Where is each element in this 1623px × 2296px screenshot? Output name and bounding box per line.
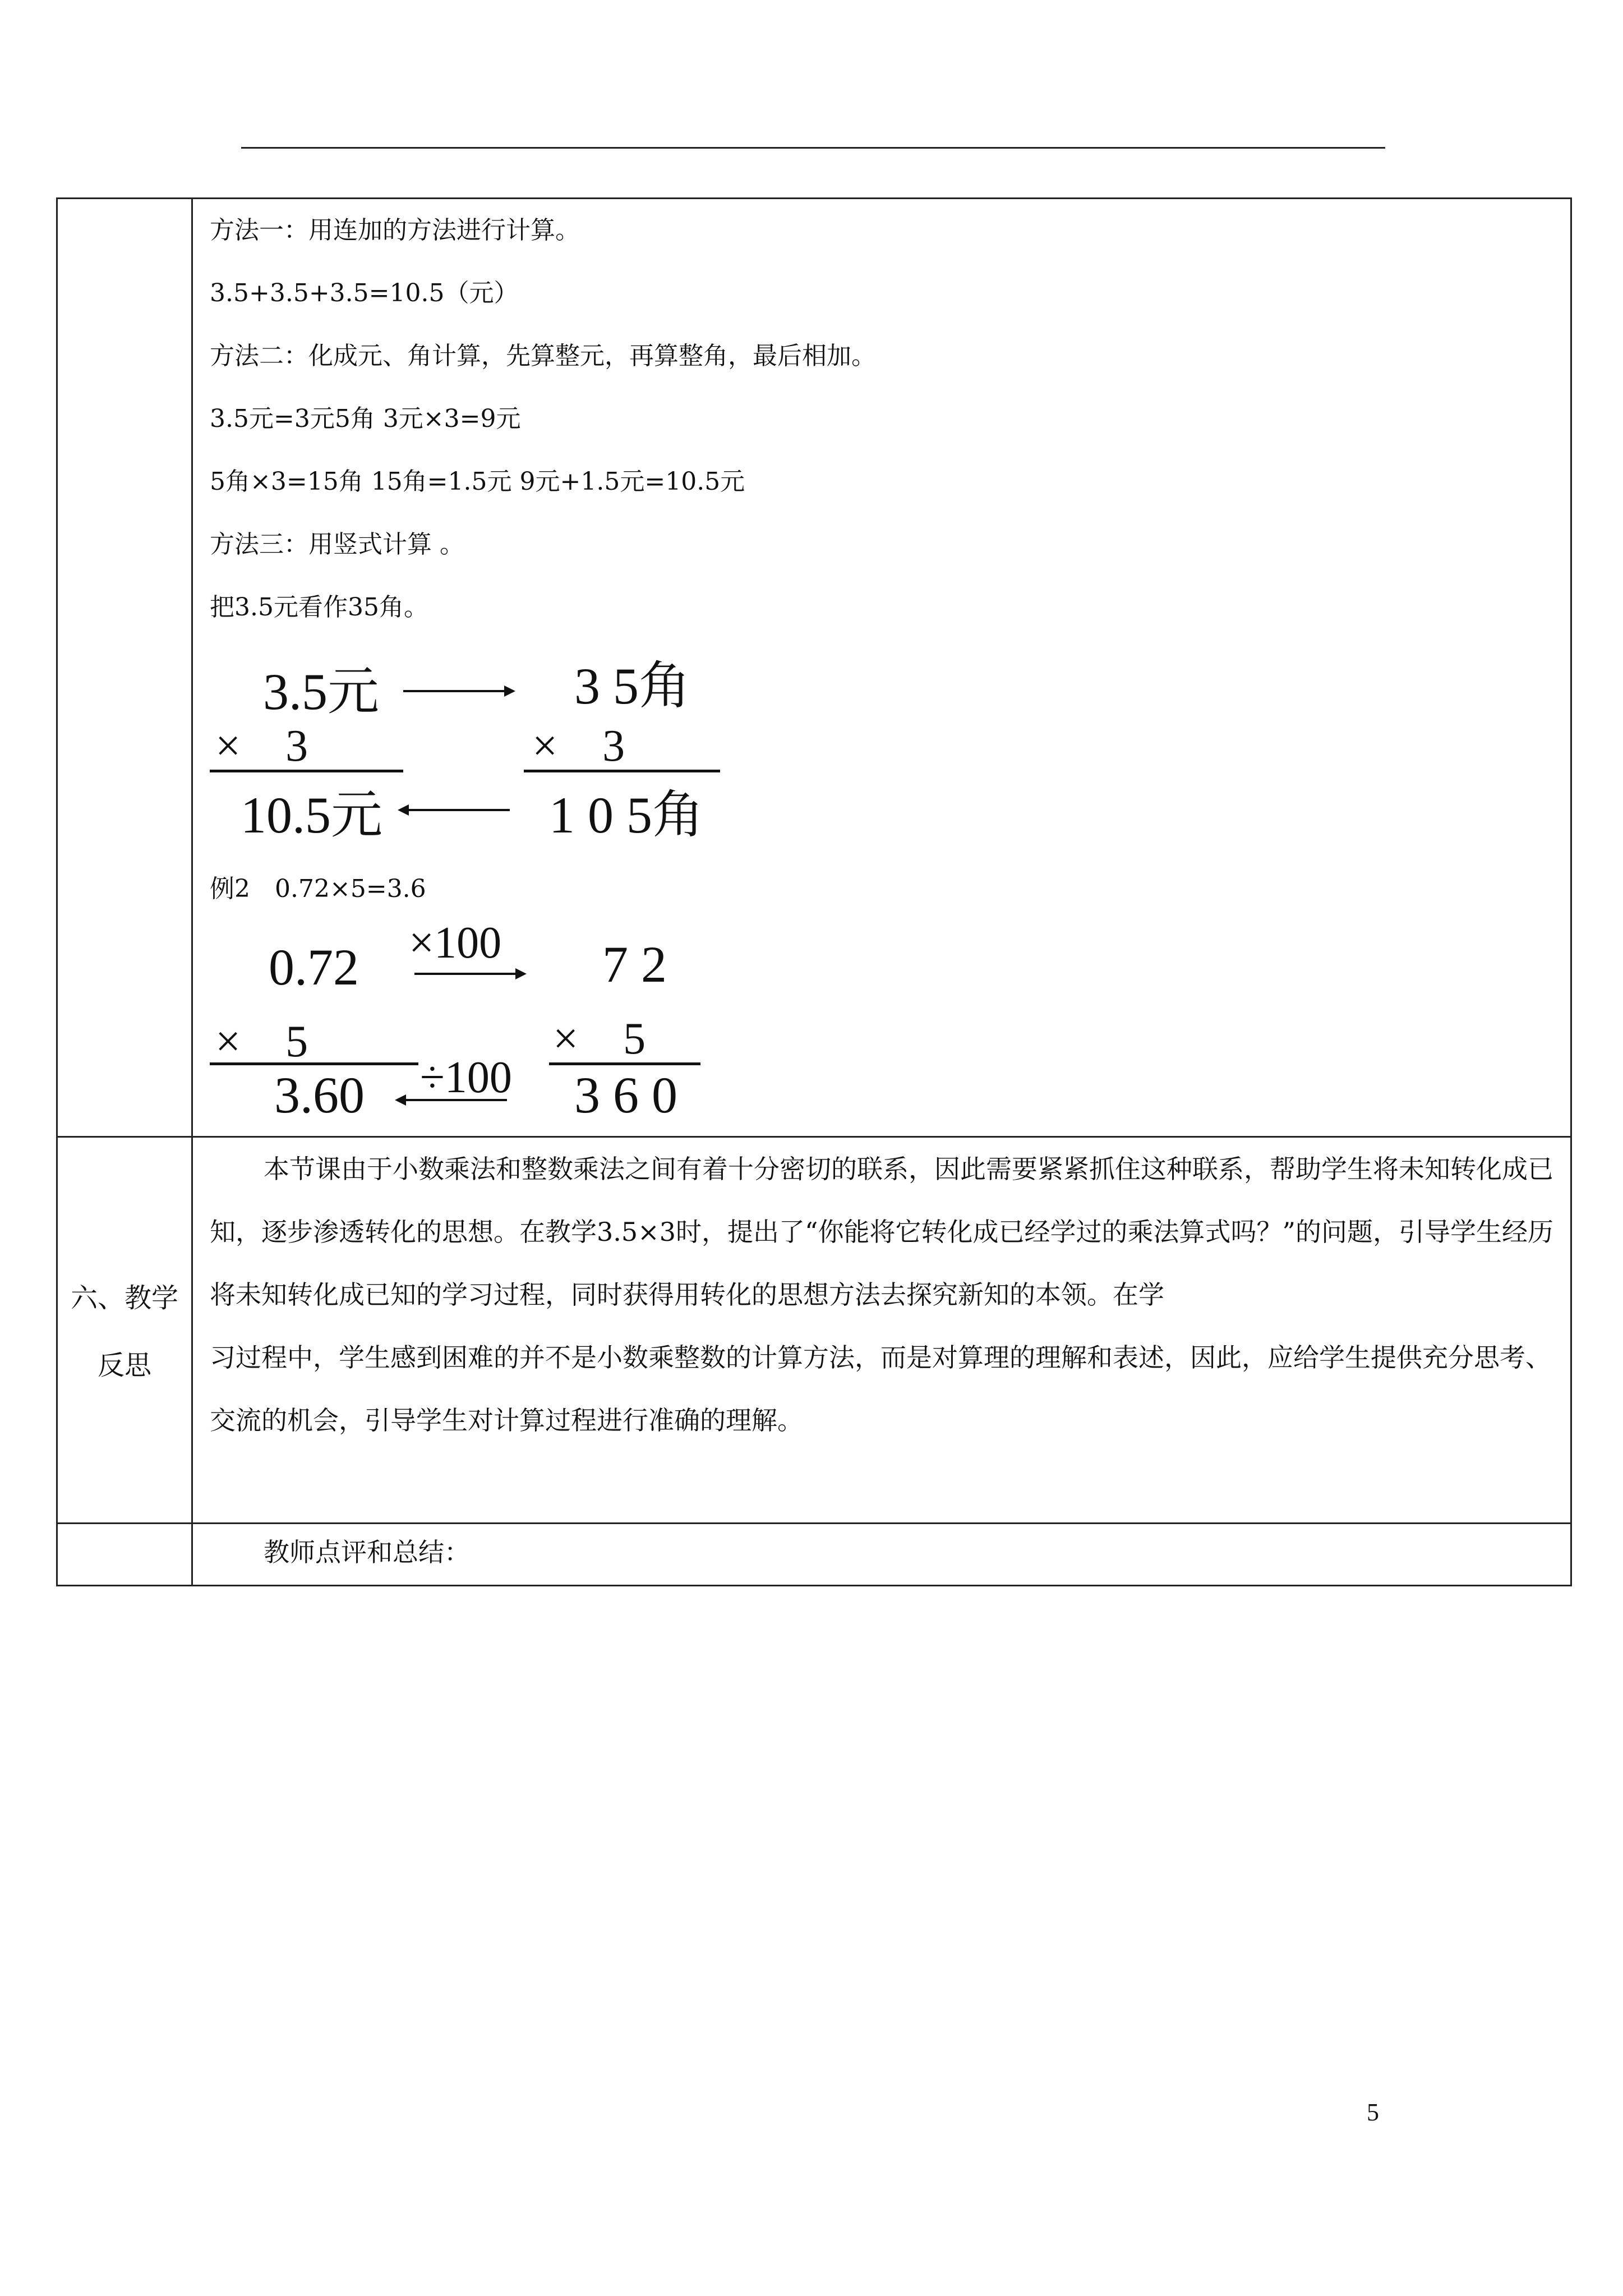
reflection-paragraph-1: 本节课由于小数乘法和整数乘法之间有着十分密切的联系，因此需要紧紧抓住这种联系，帮助学生将未知转化成已知，逐步渗透转化的思想。在教学3.5×3时，提出了“你能将它转化成已经学过的乘法算式吗？”的问题，引导学生经历将未知转化成已知的学习过程，同时获得用转化的思想方法去探究新知的本领。在学 [210,1154,1553,1310]
left-arrow-icon [395,1092,507,1108]
calc2-arrow-top-label: ×100 [409,918,502,968]
header-rule [241,147,1385,149]
reflection-label-line-2: 反思 [97,1349,151,1381]
calc1-rule-left [210,770,403,772]
vertical-calc-decimal [210,918,1570,1124]
vertical-calc-yuan-jiao [210,639,1570,858]
method-two-calc-1: 3.5元=3元5角 3元×3=9元 [210,404,521,433]
method-two-calc-2: 5角×3=15角 15角=1.5元 9元+1.5元=10.5元 [210,467,745,496]
calc2-result-left: 3.60 [274,1066,365,1124]
calc1-mul-left: × 3 [215,721,308,771]
calc2-mul-left: × 5 [215,1017,308,1066]
left-arrow-icon [398,802,510,818]
reflection-paragraph-2: 习过程中，学生感到困难的并不是小数乘整数的计算方法，而是对算理的理解和表述，因此，应给学生提供充分思考、交流的机会，引导学生对计算过程进行准确的理解。 [210,1342,1551,1435]
teacher-comment-row [57,1524,1571,1586]
methods-content-cell [192,199,1571,1137]
method-three-note: 把3.5元看作35角。 [210,593,428,622]
right-arrow-icon [403,683,515,700]
method-one-calc: 3.5+3.5+3.5=10.5（元） [210,279,519,307]
calc2-top-left: 0.72 [269,938,359,996]
reflection-label-line-1: 六、教学 [70,1282,178,1314]
lesson-table [56,197,1572,1586]
calc1-top-right: 3 5角 [574,657,691,715]
calc2-top-right: 7 2 [602,936,667,993]
reflection-label [58,1262,191,1399]
calc1-result-left: 10.5元 [241,786,383,844]
calc2-arrow-bottom-label: ÷100 [420,1053,512,1102]
teacher-comment: 教师点评和总结： [264,1537,470,1567]
reflection-row [57,1137,1571,1524]
reflection-content-cell [192,1137,1571,1524]
calc2-result-right: 3 6 0 [574,1066,677,1124]
calc1-result-right: 1 0 5角 [549,786,704,844]
calc1-mul-right: × 3 [532,721,625,771]
page-number: 5 [1367,2099,1379,2126]
reflection-label-cell [57,1137,192,1524]
example-two: 例2 0.72×5=3.6 [210,875,426,903]
methods-row [57,199,1571,1137]
calc2-mul-right: × 5 [553,1014,646,1064]
calc1-top-left: 3.5元 [263,663,380,720]
method-two-title: 方法二：化成元、角计算，先算整元，再算整角，最后相加。 [210,342,876,370]
right-arrow-icon [414,965,527,982]
method-one-title: 方法一：用连加的方法进行计算。 [210,216,580,245]
calc1-rule-right [524,770,720,772]
teacher-comment-cell [192,1524,1571,1586]
methods-label-cell [57,199,192,1137]
teacher-comment-label-cell [57,1524,192,1586]
method-three-title: 方法三：用竖式计算 。 [210,530,464,559]
